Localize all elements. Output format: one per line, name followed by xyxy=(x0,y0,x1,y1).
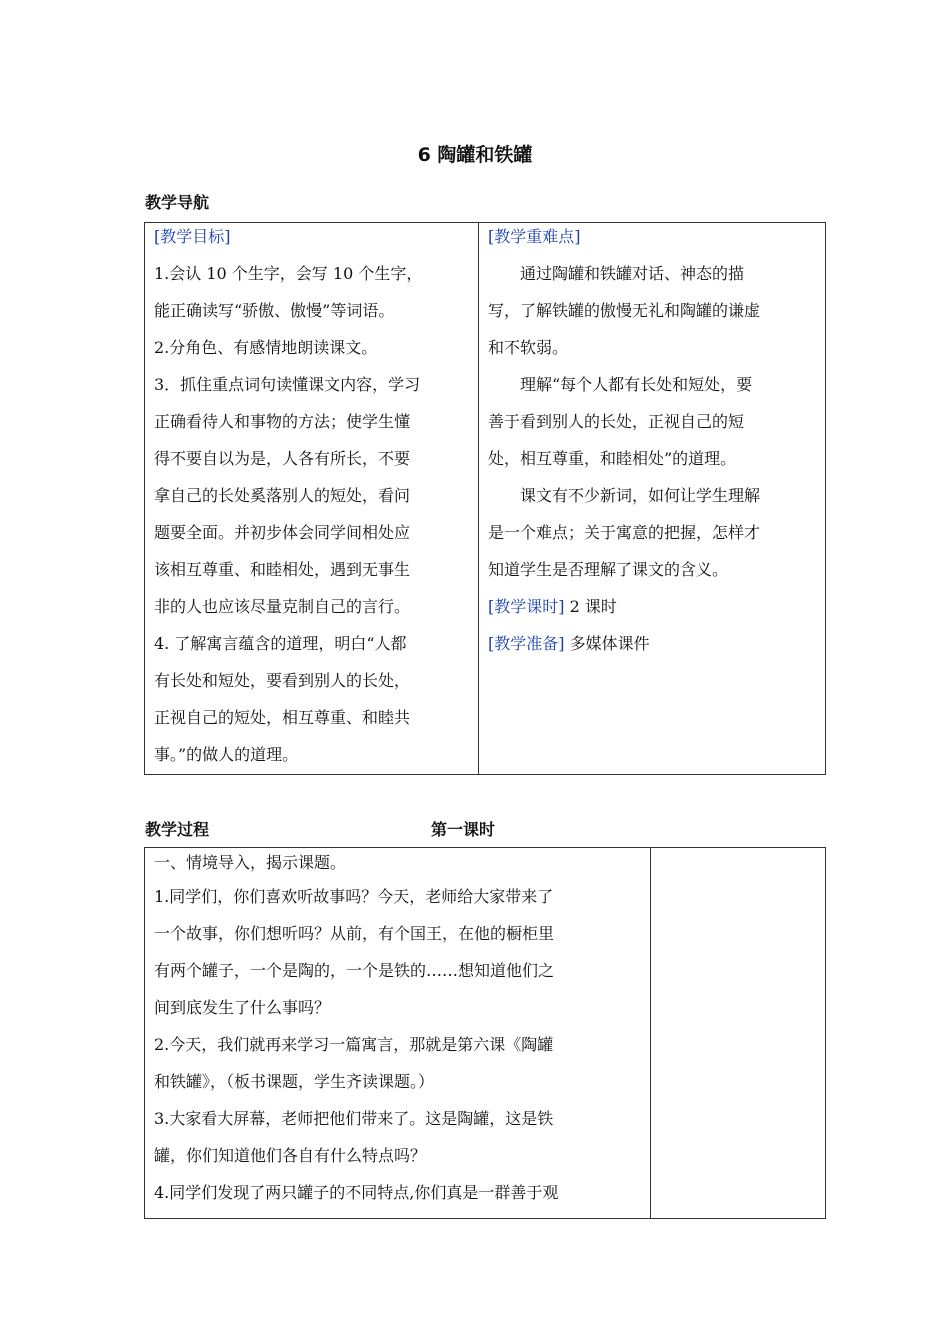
objective-line: 事。”的做人的道理。 xyxy=(154,745,299,764)
session-heading: 第一课时 xyxy=(431,820,496,839)
process-line: 一个故事，你们想听吗？从前，有个国王，在他的橱柜里 xyxy=(154,924,555,943)
objective-line: 1.会认 10 个生字，会写 10 个生字， xyxy=(154,264,423,283)
teaching-process-table xyxy=(144,847,826,1219)
key-point-line: 理解“每个人都有长处和短处，要 xyxy=(520,375,753,394)
objectives-cell xyxy=(145,223,479,775)
lesson-title: 6 陶罐和铁罐 xyxy=(417,144,533,166)
key-points-lines xyxy=(488,255,816,662)
objective-line: 能正确读写“骄傲、傲慢”等词语。 xyxy=(154,301,395,320)
process-line: 一、情境导入，揭示课题。 xyxy=(154,853,347,872)
process-line: 有两个罐子，一个是陶的，一个是铁的……想知道他们之 xyxy=(154,961,555,980)
preparation-value: 多媒体课件 xyxy=(564,634,650,653)
process-line: 间到底发生了什么事吗？ xyxy=(154,998,331,1017)
process-heading: 教学过程 xyxy=(145,820,210,839)
key-point-line: 善于看到别人的长处，正视自己的短 xyxy=(488,412,745,431)
objectives-heading: [教学目标] xyxy=(154,227,231,246)
process-line: 罐，你们知道他们各自有什么特点吗？ xyxy=(154,1146,427,1165)
key-points-heading: [教学重难点] xyxy=(488,227,581,246)
objective-line: 题要全面。并初步体会同学间相处应 xyxy=(154,523,411,542)
process-line: 2.今天，我们就再来学习一篇寓言，那就是第六课《陶罐 xyxy=(154,1035,554,1054)
objective-line: 4. 了解寓言蕴含的道理，明白“人都 xyxy=(154,634,407,653)
objectives-lines xyxy=(154,255,469,773)
class-hours xyxy=(488,588,816,625)
process-line: 1.同学们，你们喜欢听故事吗？今天，老师给大家带来了 xyxy=(154,887,554,906)
objective-line: 拿自己的长处奚落别人的短处，看问 xyxy=(154,486,411,505)
process-line: 和铁罐》，（板书课题，学生齐读课题。） xyxy=(154,1072,435,1091)
process-content-cell xyxy=(145,848,651,1219)
nav-heading: 教学导航 xyxy=(145,193,210,212)
key-points-cell xyxy=(479,223,826,775)
objective-line: 非的人也应该尽量克制自己的言行。 xyxy=(154,597,411,616)
process-line: 3.大家看大屏幕，老师把他们带来了。这是陶罐，这是铁 xyxy=(154,1109,554,1128)
class-hours-label: [教学课时] xyxy=(488,597,565,616)
objective-line: 3．抓住重点词句读懂课文内容，学习 xyxy=(154,375,421,394)
key-point-line: 通过陶罐和铁罐对话、神态的描 xyxy=(520,264,745,283)
preparation-label: [教学准备] xyxy=(488,634,565,653)
class-hours-value: 2 课时 xyxy=(564,597,617,616)
objective-line: 正确看待人和事物的方法；使学生懂 xyxy=(154,412,411,431)
key-point-line: 处，相互尊重，和睦相处”的道理。 xyxy=(488,449,737,468)
process-line: 4.同学们发现了两只罐子的不同特点,你们真是一群善于观 xyxy=(154,1183,559,1202)
key-point-line: 课文有不少新词，如何让学生理解 xyxy=(520,486,761,505)
objective-line: 正视自己的短处，相互尊重、和睦共 xyxy=(154,708,411,727)
process-notes-cell xyxy=(651,848,826,1219)
objective-line: 得不要自以为是，人各有所长，不要 xyxy=(154,449,411,468)
key-point-line: 是一个难点；关于寓意的把握，怎样才 xyxy=(488,523,761,542)
key-point-line: 知道学生是否理解了课文的含义。 xyxy=(488,560,729,579)
key-point-line: 写，了解铁罐的傲慢无礼和陶罐的谦虚 xyxy=(488,301,761,320)
objective-line: 有长处和短处，要看到别人的长处， xyxy=(154,671,411,690)
objective-line: 2.分角色、有感情地朗读课文。 xyxy=(154,338,378,357)
preparation xyxy=(488,625,816,662)
objective-line: 该相互尊重、和睦相处，遇到无事生 xyxy=(154,560,411,579)
teaching-nav-table xyxy=(144,222,826,775)
key-point-line: 和不软弱。 xyxy=(488,338,569,357)
